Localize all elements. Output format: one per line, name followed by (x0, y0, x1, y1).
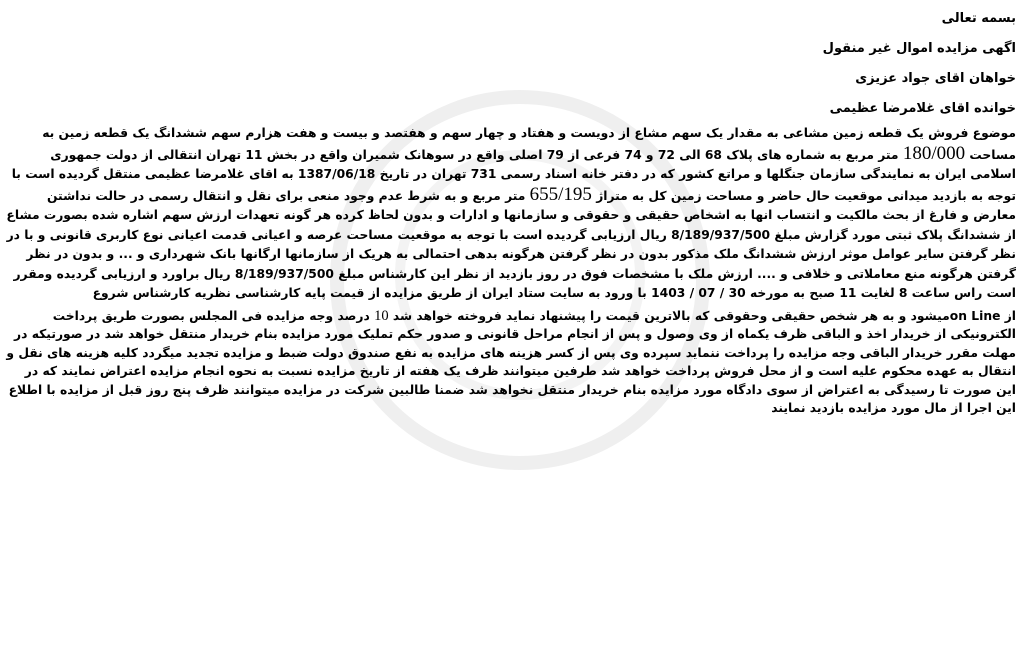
paragraph-1-text-c: متر مربع و به شرط عدم وجود منعی برای نقل و انتقال رسمی در حالت نداشتن معارض و فارغ از بحث مالکیت و انتساب انها به اشخاص حقیقی و حقوقی و سازمانها و ادارات و بدون لحاظ کرده هر گونه تعهدات ارزش سهم اشاره شده بصورت مشاع از ششدانگ پلاک ثبتی مورد گزارش مبلغ 8/189/937/500 ریال ارزیابی گردیده است با توجه به موقعیت مساحت عرصه و اعیانی قدمت اعیانی نوع کاربری قانونی و با در نظر گرفتن سایر عوامل موثر ارزش ششدانگ ملک مذکور بدون در نظر گرفتن هرگونه بدهی احتمالی به هریک از سازمانها ارگانها بانک شهرداری و ... و بدون در نظر گرفتن هرگونه منع معاملاتی و خلافی و .... ارزش ملک با مشخصات فوق در روز بازدید از نظر این کارشناس مبلغ 8/189/937/500 ریال براورد و ارزیابی گردیده ومقرر است راس ساعت 8 لغایت 11 صبح به مورخه 30 / 07 / 1403 با ورود به سایت ستاد ایران از طریق مزایده از قیمت پایه کارشناسی نظریه کارشناس شروع (6, 188, 1016, 300)
land-area-value: 180/000 (902, 142, 966, 164)
notice-paragraph-2 (6, 307, 1016, 418)
paragraph-2-text-b: درصد وجه مزایده فی المجلس بصورت طریق پرداخت الکترونیکی از خریدار اخذ و الباقی ظرف یکماه از وی وصول و پس از انجام مراحل قانونی و صدور حکم تملیک مورد مزایده بنام خریدار منتقل خواهد شد در صورتیکه در مهلت مقرر خریدار الباقی وجه مزایده را پرداخت ننماید سپرده وی پس از کسر هزینه های مزایده به نفع صندوق دولت ضبط و مزایده تجدید میگردد کلیه هزینه های نقل و انتقال به عهده محکوم علیه است و از محل فروش پرداخت خواهد شد طرفین میتوانند ظرف یک هفته از تاریخ مزایده نسبت به نحوه انجام مزایده اعتراض نمایند که در این صورت تا رسیدگی به اعتراض از سوی دادگاه مورد مزایده بنام خریدار منتقل نخواهد شد ضمنا طالبین شرکت در مزایده میتوانند ظرف پنج روز قبل از مزایده با اطلاع این اجرا از مال مورد مزایده بازدید نمایند (6, 308, 1016, 415)
paragraph-2-text-a: از on Lineمیشود و به هر شخص حقیقی وحقوقی که بالاترین قیمت را پیشنهاد نماید فروخته خواهد شد (388, 308, 1016, 323)
notice-title: اگهی مزایده اموال غیر منقول (822, 41, 1016, 56)
auction-notice (6, 4, 1016, 418)
heading-basmala: بسمه تعالی (941, 11, 1016, 26)
total-area-value: 655/195 (529, 183, 592, 205)
paragraph-1-text-a: موضوع فروش یک قطعه زمین مشاعی به مقدار یک سهم مشاع از دویست و هفتاد و چهار سهم و هفتصد و بیست و هفت هزارم سهم ششدانگ یک قطعه زمین به مساحت (42, 126, 1016, 162)
defendant-line: خوانده اقای غلامرضا عظیمی (829, 101, 1016, 116)
deposit-percent-value: 10 (374, 307, 389, 324)
paragraph-1-text-b: متر مربع به شماره های پلاک 68 الی 72 و 74 فرعی از 79 اصلی واقع در سوهانک شمیران واقع در بخش 11 تهران انتقالی از دولت جمهوری اسلامی ایران به نمایندگی سازمان جنگلها و مراتع کشور که در دفتر خانه اسناد رسمی 731 تهران در تاریخ 1387/06/18 به اقای غلامرضا عظیمی منتقل گردیده است با توجه به بازدید میدانی موقعیت حال حاضر و مساحت زمین کل به متراژ (11, 147, 1016, 203)
plaintiff-line: خواهان اقای جواد عزیزی (855, 71, 1016, 86)
notice-paragraph-1 (6, 124, 1016, 304)
